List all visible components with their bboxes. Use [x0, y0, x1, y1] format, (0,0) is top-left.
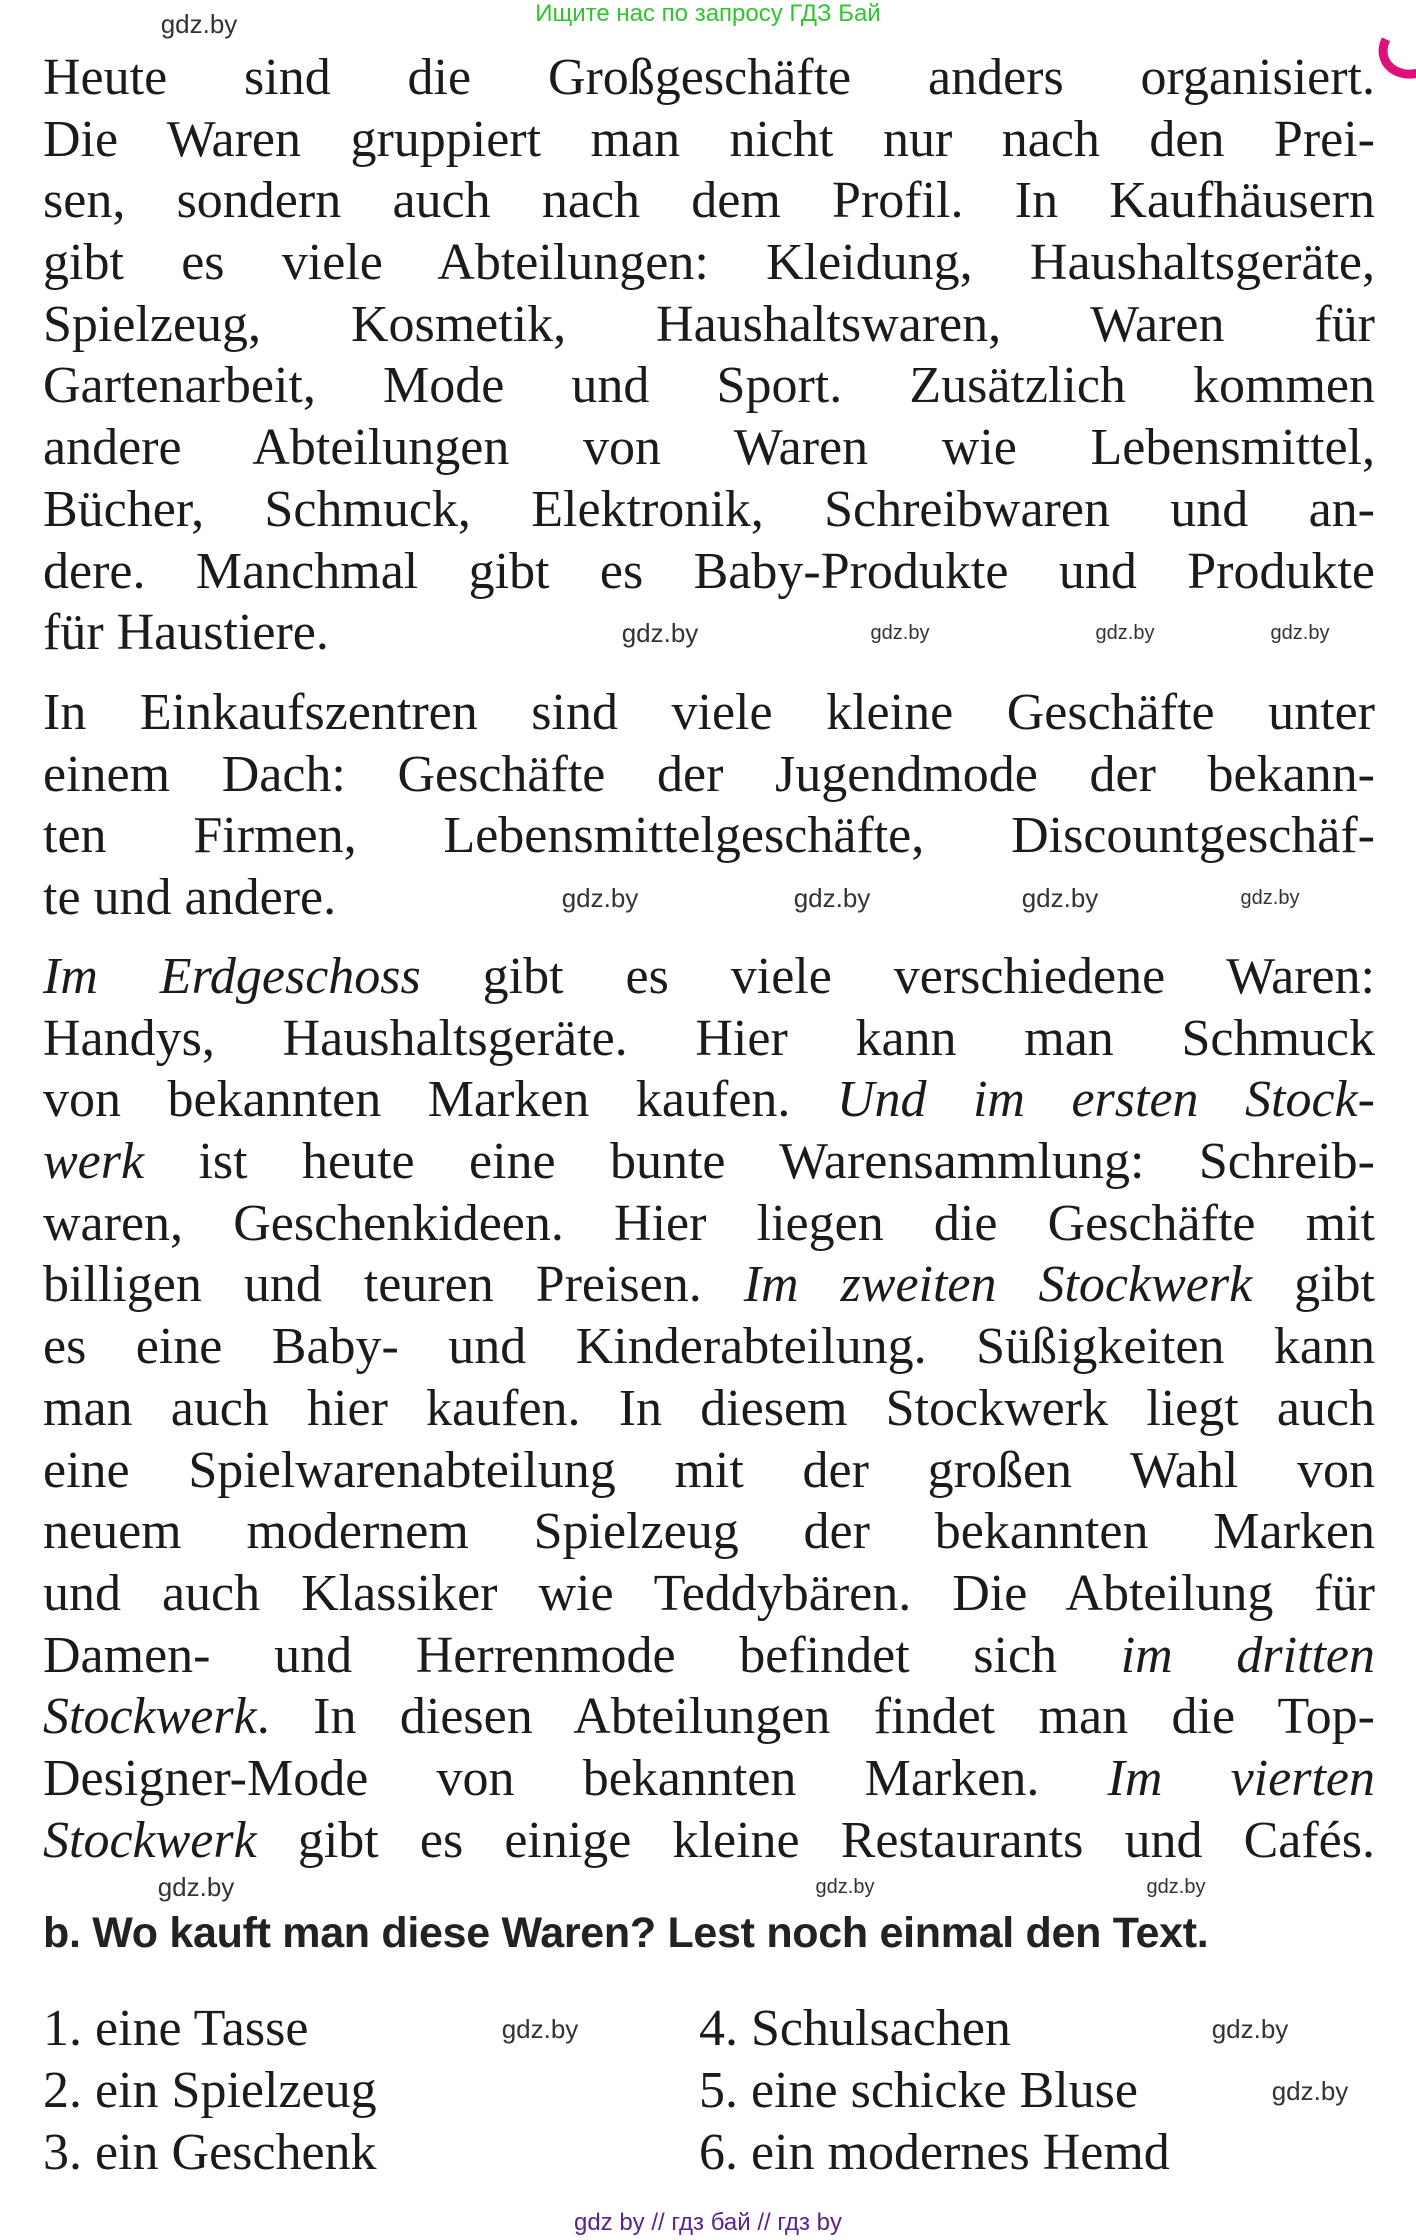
search-banner[interactable]: Ищите нас по запросу ГДЗ Бай: [535, 0, 881, 27]
text-segment: gibt es viele Abteilungen: Kleidung, Haushaltsgeräte,: [43, 234, 1375, 292]
text-line: [43, 1440, 1375, 1502]
text-segment: te und andere.: [43, 869, 337, 927]
text-line: [43, 867, 1375, 929]
text-segment: Spielzeug, Kosmetik, Haushaltswaren, Waren für: [43, 295, 1375, 353]
text-line: [43, 355, 1375, 417]
list-item: 2. ein Spielzeug: [43, 2062, 377, 2119]
text-line: [43, 1625, 1375, 1687]
text-segment: gibt es einige kleine Restaurants und Cafés.: [256, 1811, 1375, 1869]
italic-text: werk: [43, 1133, 145, 1191]
footer-links[interactable]: gdz by // гдз бай // гдз by: [573, 2209, 843, 2236]
watermark: gdz.by: [501, 2014, 579, 2044]
italic-text: im dritten: [1120, 1626, 1375, 1684]
text-segment: einem Dach: Geschäfte der Jugendmode der bekann-: [43, 745, 1375, 803]
text-segment: neuem modernem Spielzeug der bekannten Marken: [43, 1503, 1375, 1561]
text-segment: In Einkaufszentren sind viele kleine Geschäfte unter: [43, 684, 1375, 741]
watermark: gdz.by: [1270, 622, 1330, 644]
watermark: gdz.by: [1240, 887, 1300, 909]
text-segment: Bücher, Schmuck, Elektronik, Schreibwaren und an-: [43, 480, 1375, 538]
text-line: [43, 479, 1375, 541]
italic-text: Stockwerk: [43, 1811, 257, 1869]
text-line: [43, 1316, 1375, 1378]
text-line: [43, 805, 1375, 867]
text-segment: Designer-Mode von bekannten Marken.: [43, 1749, 1108, 1807]
text-line: [43, 1008, 1375, 1070]
italic-text: Im vierten: [1107, 1749, 1375, 1807]
text-line: [43, 1686, 1375, 1748]
text-line: [43, 682, 1375, 744]
text-segment: eine Spielwarenabteilung mit der großen Wahl von: [43, 1441, 1375, 1499]
watermark: gdz.by: [870, 622, 930, 644]
italic-text: Im zweiten Stockwerk: [743, 1256, 1253, 1314]
text-line: [43, 1131, 1375, 1193]
text-segment: es eine Baby- und Kinderabteilung. Süßigkeiten kann: [43, 1318, 1375, 1376]
paragraph-3: [43, 946, 1375, 1871]
task-heading: b. Wo kauft man diese Waren? Lest noch einmal den Text.: [43, 1909, 1209, 1957]
list-item: 6. ein modernes Hemd: [699, 2124, 1170, 2181]
text-segment: gibt: [1252, 1256, 1376, 1314]
text-line: [43, 744, 1375, 806]
text-line: [43, 1563, 1375, 1625]
italic-text: Und im ersten Stock-: [836, 1071, 1375, 1129]
text-segment: Handys, Haushaltsgeräte. Hier kann man Schmuck: [43, 1009, 1375, 1067]
text-segment: Damen- und Herrenmode befindet sich: [43, 1626, 1121, 1684]
watermark: gdz.by: [157, 1872, 235, 1902]
paragraph-1: [43, 47, 1375, 664]
text-segment: sen, sondern auch nach dem Profil. In Kaufhäusern: [43, 172, 1375, 230]
text-segment: gibt es viele verschiedene Waren:: [420, 948, 1375, 1005]
text-line: [43, 1378, 1375, 1440]
list-item: 4. Schulsachen: [699, 2000, 1011, 2057]
list-column-right: [699, 1998, 1170, 2184]
text-line: [43, 541, 1375, 603]
text-segment: . In diesen Abteilungen findet man die Top-: [256, 1688, 1375, 1746]
text-segment: man auch hier kaufen. In diesem Stockwerk liegt auch: [43, 1379, 1375, 1437]
list-item: 5. eine schicke Bluse: [699, 2062, 1138, 2119]
text-segment: von bekannten Marken kaufen.: [43, 1071, 837, 1129]
text-segment: ist heute eine bunte Warensammlung: Schreib-: [144, 1133, 1375, 1191]
watermark: gdz.by: [815, 1876, 875, 1898]
text-line: [43, 170, 1375, 232]
list-item: 3. ein Geschenk: [43, 2124, 377, 2181]
italic-text: Im Erdgeschoss: [43, 948, 421, 1005]
text-segment: dere. Manchmal gibt es Baby-Produkte und Produkte: [43, 542, 1375, 600]
text-line: [43, 1193, 1375, 1255]
text-line: [43, 946, 1375, 1008]
text-segment: andere Abteilungen von Waren wie Lebensmittel,: [43, 419, 1375, 477]
watermark: gdz.by: [1095, 622, 1155, 644]
watermark: gdz.by: [621, 618, 699, 648]
text-segment: Heute sind die Großgeschäfte anders organisiert.: [43, 49, 1375, 106]
watermark: gdz.by: [793, 883, 871, 913]
text-line: [43, 109, 1375, 171]
text-line: [43, 1069, 1375, 1131]
text-line: [43, 1501, 1375, 1563]
watermark: gdz.by: [1146, 1876, 1206, 1898]
watermark: gdz.by: [160, 9, 238, 39]
text-line: [43, 417, 1375, 479]
list-column-left: [43, 1998, 377, 2184]
text-line: [43, 232, 1375, 294]
watermark: gdz.by: [1211, 2014, 1289, 2044]
text-line: [43, 1254, 1375, 1316]
text-line: [43, 294, 1375, 356]
text-segment: Gartenarbeit, Mode und Sport. Zusätzlich kommen: [43, 357, 1375, 415]
paragraph-2: [43, 682, 1375, 929]
text-line: [43, 1810, 1375, 1872]
text-segment: für Haustiere.: [43, 604, 329, 662]
list-item: 1. eine Tasse: [43, 2000, 309, 2057]
text-segment: billigen und teuren Preisen.: [43, 1256, 744, 1314]
watermark: gdz.by: [1271, 2076, 1349, 2106]
text-segment: und auch Klassiker wie Teddybären. Die Abteilung für: [43, 1564, 1375, 1622]
watermark: gdz.by: [1021, 883, 1099, 913]
italic-text: Stockwerk: [43, 1688, 257, 1746]
text-segment: ten Firmen, Lebensmittelgeschäfte, Discountgeschäf-: [43, 807, 1375, 865]
text-segment: waren, Geschenkideen. Hier liegen die Geschäfte mit: [43, 1194, 1375, 1252]
watermark: gdz.by: [561, 883, 639, 913]
text-line: [43, 1748, 1375, 1810]
text-line: [43, 602, 1375, 664]
text-line: [43, 47, 1375, 109]
text-segment: Die Waren gruppiert man nicht nur nach den Prei-: [43, 110, 1375, 168]
